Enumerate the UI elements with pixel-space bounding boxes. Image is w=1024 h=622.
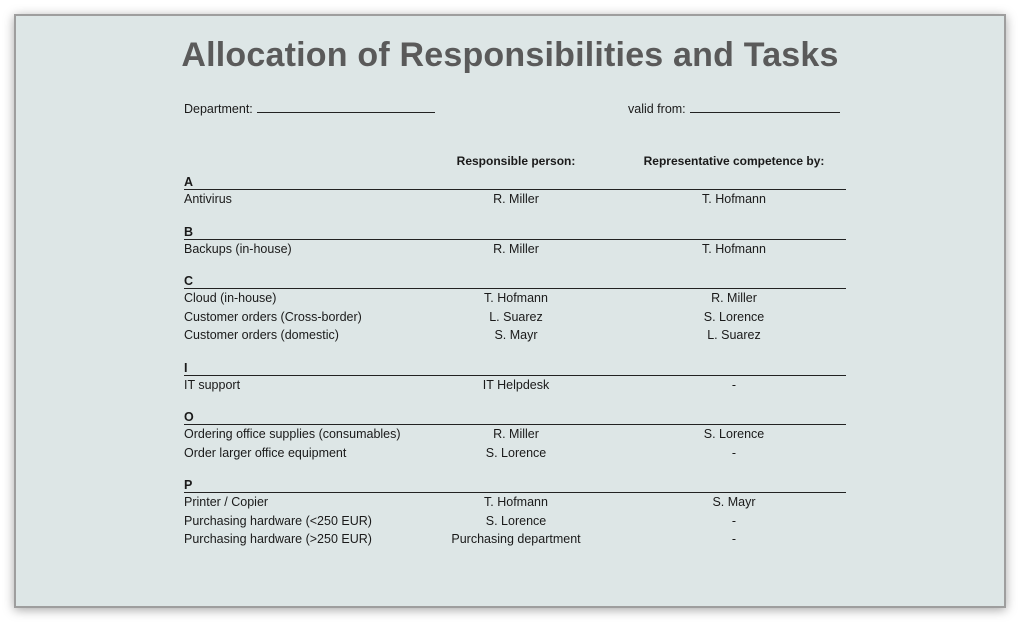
responsible-cell: S. Mayr [494, 328, 538, 342]
responsible-cell: IT Helpdesk [482, 377, 550, 392]
task-cell: Customer orders (domestic) [184, 328, 339, 342]
representative-cell: R. Miller [711, 291, 757, 305]
task-cell: Backups (in-house) [184, 241, 292, 256]
responsible-cell: T. Hofmann [484, 291, 548, 305]
table-row [184, 512, 846, 531]
table-row [184, 376, 846, 395]
section-o [184, 411, 846, 462]
task-cell: IT support [184, 377, 241, 392]
valid-from-field [628, 100, 840, 116]
responsible-cell: R. Miller [493, 427, 539, 441]
section-i [184, 362, 846, 395]
representative-cell: - [731, 377, 737, 392]
document-page [14, 14, 1006, 608]
representative-cell: - [731, 513, 737, 528]
section-letter: C [184, 275, 846, 289]
department-field [184, 100, 435, 116]
responsible-cell: Purchasing department [451, 532, 581, 546]
section-p [184, 479, 846, 549]
table-row [184, 425, 846, 444]
section-letter: P [184, 479, 846, 493]
section-c [184, 275, 846, 345]
section-letter: O [184, 411, 846, 425]
representative-cell: - [731, 445, 737, 460]
section-letter: A [184, 176, 846, 190]
table-row [184, 289, 846, 308]
table-row [184, 444, 846, 463]
task-cell: Purchasing hardware (>250 EUR) [184, 532, 372, 546]
table-row [184, 530, 846, 549]
task-cell: Printer / Copier [184, 495, 269, 509]
representative-cell: S. Mayr [712, 495, 756, 509]
column-header-representative: Representative competence by: [643, 154, 825, 168]
table-row [184, 240, 846, 259]
representative-cell: - [731, 532, 737, 546]
table-row [184, 326, 846, 345]
section-a [184, 176, 846, 209]
section-b [184, 226, 846, 259]
responsible-cell: R. Miller [493, 241, 539, 256]
representative-cell: T. Hofmann [702, 241, 766, 256]
section-letter: I [184, 362, 846, 376]
table-row [184, 190, 846, 209]
representative-cell: T. Hofmann [702, 192, 766, 206]
task-cell: Order larger office equipment [184, 445, 347, 460]
task-cell: Ordering office supplies (consumables) [184, 427, 401, 441]
page-title: Allocation of Responsibilities and Tasks [181, 36, 839, 74]
responsible-cell: T. Hofmann [484, 495, 548, 509]
responsibility-table [184, 176, 846, 566]
task-cell: Customer orders (Cross-border) [184, 309, 362, 324]
representative-cell: S. Lorence [703, 427, 765, 441]
responsible-cell: L. Suarez [489, 309, 543, 324]
representative-cell: L. Suarez [707, 328, 761, 342]
column-header-responsible: Responsible person: [456, 154, 576, 168]
department-label: Department: [184, 102, 253, 116]
task-cell: Antivirus [184, 192, 232, 206]
section-letter: B [184, 226, 846, 240]
table-row [184, 308, 846, 327]
department-blank-line [257, 100, 435, 113]
table-row [184, 493, 846, 512]
valid-from-label: valid from: [628, 102, 686, 116]
representative-cell: S. Lorence [703, 309, 765, 324]
valid-from-blank-line [690, 100, 840, 113]
task-cell: Purchasing hardware (<250 EUR) [184, 513, 372, 528]
responsible-cell: S. Lorence [485, 513, 547, 528]
responsible-cell: R. Miller [493, 192, 539, 206]
task-cell: Cloud (in-house) [184, 291, 277, 305]
responsible-cell: S. Lorence [485, 445, 547, 460]
